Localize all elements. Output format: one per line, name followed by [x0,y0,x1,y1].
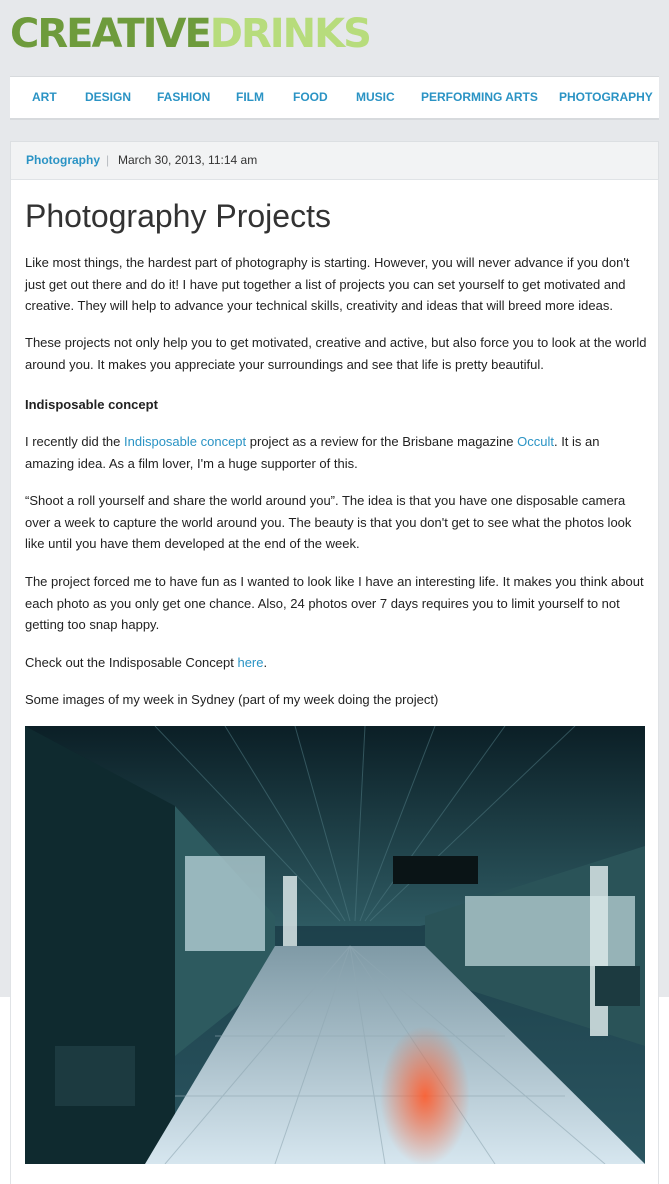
post-date: March 30, 2013, 11:14 am [118,153,258,167]
project-paragraph: The project forced me to have fun as I wanted to look like I have an interesting life. It makes you think about each photo as you only get one chance. Also, 24 photos over 7 days requires you to limit yourself to not getting too snap happy. [25,574,644,632]
p6-text-post: . [263,655,268,670]
occult-link[interactable]: Occult [517,434,554,449]
p6-text-pre: Check out the Indisposable Concept [25,655,238,670]
airport-corridor-image [25,726,645,1164]
sydney-photo [25,726,645,1164]
nav-performing-arts[interactable]: PERFORMING ARTS [421,90,538,104]
nav-design[interactable]: DESIGN [85,90,132,104]
post-meta [10,141,659,180]
nav-music[interactable]: MUSIC [356,90,395,104]
images-caption: Some images of my week in Sydney (part of my week doing the project) [25,692,439,707]
section-heading: Indisposable concept [25,397,158,412]
nav-food[interactable]: FOOD [293,90,328,104]
logo-drinks: DRINKS [209,11,370,57]
nav-photography[interactable]: PHOTOGRAPHY [559,90,653,104]
nav-film[interactable]: FILM [236,90,264,104]
here-link[interactable]: here [237,655,264,670]
indisposable-concept-link[interactable]: Indisposable concept [124,434,247,449]
post-category-link[interactable]: Photography [26,153,100,167]
p3-text-post: . It is an amazing idea. As a film lover, I'm a huge supporter of this. [25,434,600,471]
intro-paragraph: Like most things, the hardest part of photography is starting. However, you will never advance if you don't just get out there and do it! I have put together a list of projects you can set yourself to get motivated and creative. They will help to advance your technical skills, creativity and ideas that will breed more ideas. [25,255,630,313]
logo-creative: CREATIVE [10,11,210,57]
nav-art[interactable]: ART [32,90,57,104]
check-out-paragraph [25,652,650,674]
meta-separator: | [106,153,110,167]
post-title: Photography Projects [25,198,331,234]
indisposable-paragraph [25,431,650,474]
nav-fashion[interactable]: FASHION [157,90,211,104]
main-nav [10,76,659,120]
p3-text-mid: project as a review for the Brisbane magazine [246,434,518,449]
site-logo[interactable] [10,6,370,62]
p3-text-pre: I recently did the [25,434,124,449]
quote-paragraph: “Shoot a roll yourself and share the world around you”. The idea is that you have one disposable camera over a week to capture the world around you. The beauty is that you don't get to see what the photos look like until you have them developed at the end of the week. [25,493,632,551]
second-paragraph: These projects not only help you to get motivated, creative and active, but also force you to look at the world around you. It makes you appreciate your surroundings and see that life is pretty beautiful. [25,335,647,372]
